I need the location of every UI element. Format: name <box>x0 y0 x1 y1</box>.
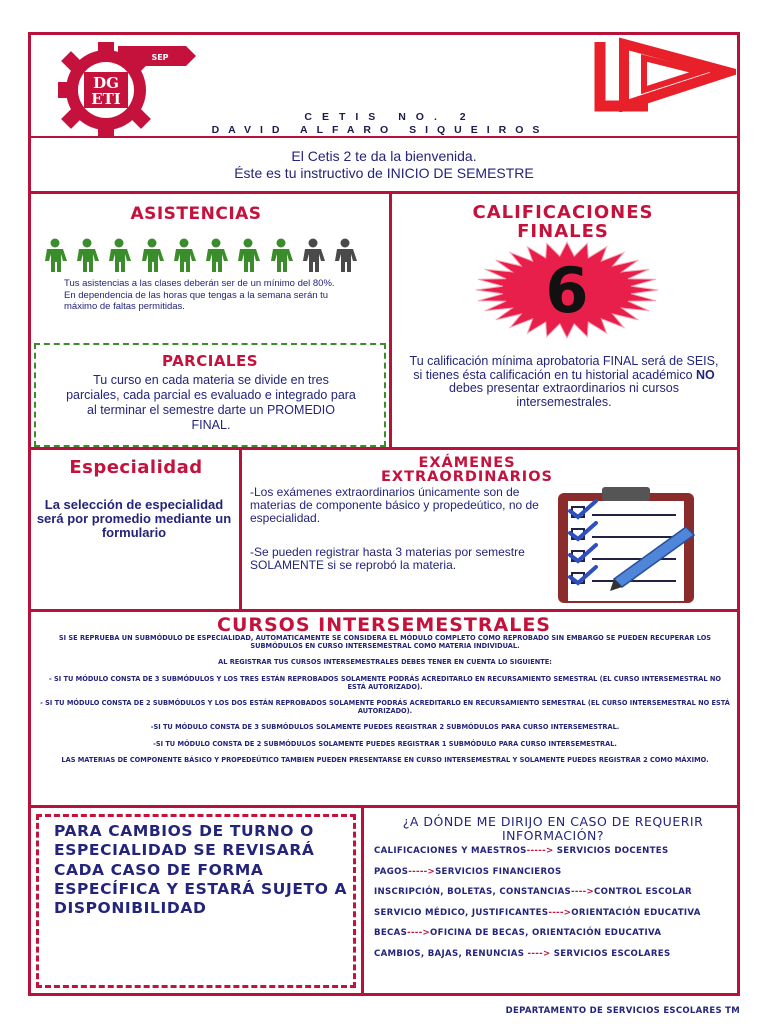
dgeti-logo <box>38 36 198 136</box>
cursos-paragraph: SI SE REPRUEBA UN SUBMÓDULO DE ESPECIALIDAD, AUTOMATICAMENTE SE CONSIDERA EL MÓDULO COMPLETO COMO REPROBADO SIN EMBARGO SE PUEDEN RECUPERAR LOS SUBMÓDULOS EN CURSO INTERSEMESTRAL COMO MATERIA INDIVIDUAL. <box>58 634 712 651</box>
svg-text:ETI: ETI <box>91 90 121 108</box>
examenes-title <box>318 456 616 484</box>
school-name-line1: CETIS NO. 2 <box>304 111 476 123</box>
person-icon-present <box>235 238 261 272</box>
examenes-title-line1: EXÁMENES <box>418 455 516 471</box>
especialidad-text: La selección de especialidad será por promedio mediante un formulario <box>36 497 232 540</box>
parciales-title: PARCIALES <box>161 352 259 370</box>
attendance-people-row <box>42 238 358 272</box>
cetis-logo <box>588 36 736 112</box>
footer-department: DEPARTAMENTO DE SERVICIOS ESCOLARES TM <box>505 1006 740 1016</box>
welcome-box <box>28 138 740 194</box>
grade-number: 6 <box>545 254 589 327</box>
especialidad-title: Especialidad <box>69 457 203 478</box>
cursos-paragraph: - SI TU MÓDULO CONSTA DE 3 SUBMÓDULOS Y LOS TRES ESTÁN REPROBADOS SOLAMENTE PODRÁS ACREDITARLO EN RECURSAMIENTO SEMESTRAL (EL CURSO INTERSEMESTRAL NO ESTÁ AUTORIZADO). <box>48 674 722 691</box>
donde-title: ¿A DÓNDE ME DIRIJO EN CASO DE REQUERIR INFORMACIÓN? <box>402 814 704 843</box>
cursos-paragraph: AL REGISTRAR TUS CURSOS INTERSEMESTRALES DEBES TENER EN CUENTA LO SIGUIENTE: <box>218 658 552 667</box>
cursos-paragraph: LAS MATERIAS DE COMPONENTE BÁSICO Y PROPEDEÚTICO TAMBIEN PUEDEN PRESENTARSE EN CURSO INTERSEMESTRAL Y SOLAMENTE PUEDES REGISTRAR 2 COMO MÁXIMO. <box>61 755 709 764</box>
starburst-icon <box>474 240 660 340</box>
person-icon-present <box>139 238 165 272</box>
donde-list <box>374 846 734 970</box>
parciales-box <box>34 343 386 447</box>
calificaciones-title <box>398 203 728 241</box>
list-item: INSCRIPCIÓN, BOLETAS, CONSTANCIAS---->CONTROL ESCOLAR <box>374 887 692 898</box>
list-item: SERVICIO MÉDICO, JUSTIFICANTES---->ORIENTACIÓN EDUCATIVA <box>374 907 701 918</box>
person-icon-present <box>42 238 68 272</box>
sep-badge: SEP <box>151 53 169 62</box>
list-item: CAMBIOS, BAJAS, RENUNCIAS ----> SERVICIOS ESCOLARES <box>374 948 671 959</box>
person-icon-present <box>106 238 132 272</box>
calificaciones-title-line1: CALIFICACIONES <box>472 202 654 223</box>
person-icon-present <box>74 238 100 272</box>
cursos-paragraph: -SI TU MÓDULO CONSTA DE 3 SUBMÓDULOS SOLAMENTE PUEDES REGISTRAR 2 SUBMÓDULOS PARA CURSO INTERSEMESTRAL. <box>150 723 620 732</box>
cursos-paragraph: -SI TU MÓDULO CONSTA DE 2 SUBMÓDULOS SOLAMENTE PUEDES REGISTRAR 1 SUBMÓDULO PARA CURSO INTERSEMESTRAL. <box>153 739 617 748</box>
welcome-line2: Éste es tu instructivo de INICIO DE SEMESTRE <box>234 165 534 181</box>
person-icon-present <box>268 238 294 272</box>
welcome-line1: El Cetis 2 te da la bienvenida. <box>291 148 477 164</box>
person-icon-absent <box>300 238 326 272</box>
asistencias-text: Tus asistencias a las clases deberán ser de un mínimo del 80%. En dependencia de las horas que tengas a la semana serán tu máximo de faltas permitidas. <box>64 278 335 312</box>
person-icon-present <box>203 238 229 272</box>
parciales-text: Tu curso en cada materia se divide en tres parciales, cada parcial es evaluado e integrado para al terminar el semestre darte un PROMEDIO FINAL. <box>66 373 356 432</box>
person-icon-present <box>171 238 197 272</box>
cursos-paragraph: - SI TU MÓDULO CONSTA DE 2 SUBMÓDULOS Y LOS DOS ESTÁN REPROBADOS SOLAMENTE PODRÁS ACREDITARLO EN RECURSAMIENTO SEMESTRAL (EL CURSO INTERSEMESTRAL NO ESTÁ AUTORIZADO). <box>40 699 730 716</box>
cursos-body <box>40 634 730 772</box>
school-name-line2: DAVID ALFARO SIQUEIROS <box>211 124 549 136</box>
asistencias-title: ASISTENCIAS <box>130 204 262 224</box>
person-icon-absent <box>332 238 358 272</box>
examenes-title-line2: EXTRAORDINARIOS <box>381 469 553 485</box>
examenes-text1: -Los exámenes extraordinarios únicamente son de materias de componente básico y propedeútico, no de especialidad. <box>250 485 539 525</box>
list-item: CALIFICACIONES Y MAESTROS-----> SERVICIOS DOCENTES <box>374 846 669 856</box>
cambios-text: PARA CAMBIOS DE TURNO O ESPECIALIDAD SE REVISARÁ CADA CASO DE FORMA ESPECÍFICA Y ESTARÁ SUJETO A DISPONIBILIDAD <box>54 822 348 918</box>
calificaciones-title-line2: FINALES <box>517 221 609 242</box>
dgeti-logo-text: DG <box>93 74 119 92</box>
calificaciones-text: Tu calificación mínima aprobatoria FINAL será de SEIS, si tienes ésta calificación en tu historial académico NO debes presentar extraordinarios ni cursos intersemestrales. <box>409 354 719 409</box>
examenes-text2: -Se pueden registrar hasta 3 materias por semestre SOLAMENTE si se reprobó la materia. <box>250 545 525 572</box>
cursos-title: CURSOS INTERSEMESTRALES <box>217 614 551 636</box>
clipboard-checklist-icon <box>552 487 702 603</box>
list-item: BECAS---->OFICINA DE BECAS, ORIENTACIÓN EDUCATIVA <box>374 928 662 939</box>
list-item: PAGOS----->SERVICIOS FINANCIEROS <box>374 866 562 877</box>
